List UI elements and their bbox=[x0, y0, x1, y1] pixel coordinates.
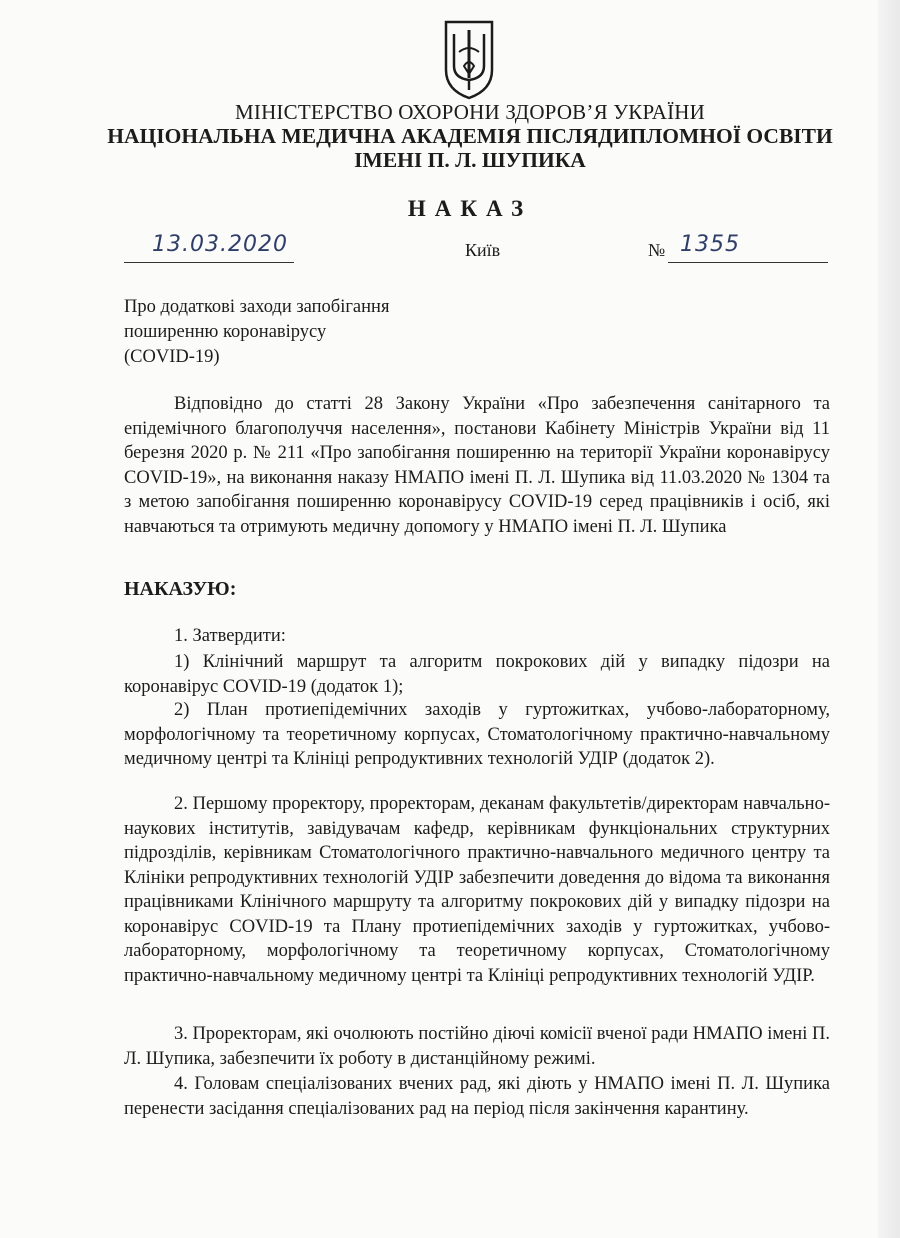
order-item-1-2: 2) План протиепідемічних заходів у гуртожитках, учбово-лабораторному, морфологічному та теоретичному корпусах, Стоматологічному практично-навчальному медичному центрі та Клініці репродуктивних технологій УДІР (додаток 2). bbox=[124, 700, 830, 769]
ministry-name: МІНІСТЕРСТВО ОХОРОНИ ЗДОРОВ’Я УКРАЇНИ bbox=[235, 100, 705, 124]
subject-line: (COVID-19) bbox=[124, 347, 220, 367]
city-name: Київ bbox=[465, 240, 501, 260]
order-item-3: 3. Проректорам, які очолюють постійно діючі комісії вченої ради НМАПО імені П. Л. Шупика, забезпечити їх роботу в дистанційному режимі. bbox=[124, 1024, 830, 1069]
order-item-1-1: 1) Клінічний маршрут та алгоритм покрокових дій у випадку підозри на коронавірус COVID-19 (додаток 1); bbox=[124, 652, 830, 697]
academy-name-line1: НАЦІОНАЛЬНА МЕДИЧНА АКАДЕМІЯ ПІСЛЯДИПЛОМНОЇ ОСВІТИ bbox=[107, 124, 833, 148]
order-heading: НАКАЗУЮ: bbox=[124, 578, 237, 600]
order-item-4: 4. Головам спеціалізованих вчених рад, які діють у НМАПО імені П. Л. Шупика перенести засідання спеціалізованих рад на період після закінчення карантину. bbox=[124, 1074, 830, 1119]
number-label: № bbox=[648, 240, 666, 260]
order-item-1: 1. Затвердити: bbox=[174, 626, 286, 646]
order-subject bbox=[124, 295, 389, 370]
subject-line: поширенню коронавірусу bbox=[124, 322, 327, 342]
scan-edge bbox=[878, 0, 900, 1238]
legal-basis-paragraph: Відповідно до статті 28 Закону України «Про забезпечення санітарного та епідемічного благополуччя населення», постанови Кабінету Міністрів України від 11 березня 2020 р. № 211 «Про запобігання поширенню на території України коронавірусу COVID-19», на виконання наказу НМАПО імені П. Л. Шупика від 11.03.2020 № 1304 та з метою запобігання поширенню коронавірусу COVID-19 серед працівників і осіб, які навчаються та отримують медичну допомогу у НМАПО імені П. Л. Шупика bbox=[124, 394, 830, 537]
order-item-2: 2. Першому проректору, проректорам, деканам факультетів/директорам навчально-наукових інститутів, завідувачам кафедр, керівникам функціональних структурних підрозділів, керівникам Стоматологічного практично-навчального медичного центру та Клініки репродуктивних технологій УДІР забезпечити доведення до відома та виконання працівниками Клінічного маршруту та алгоритму покрокових дій у випадку підозри на коронавірус COVID-19 та Плану протиепідемічних заходів у гуртожитках, учбово-лабораторному, морфологічному та теоретичному корпусах, Стоматологічному практично-навчальному медичному центрі та Клініці репродуктивних технологій УДІР. bbox=[124, 794, 830, 986]
handwritten-number: 1355 bbox=[680, 232, 740, 257]
subject-line: Про додаткові заходи запобігання bbox=[124, 297, 390, 317]
academy-name-line2: ІМЕНІ П. Л. ШУПИКА bbox=[354, 148, 586, 172]
trident-coat-of-arms-icon bbox=[442, 18, 496, 102]
handwritten-date: 13.03.2020 bbox=[152, 232, 288, 257]
document-type-title: НАКАЗ bbox=[407, 196, 533, 221]
